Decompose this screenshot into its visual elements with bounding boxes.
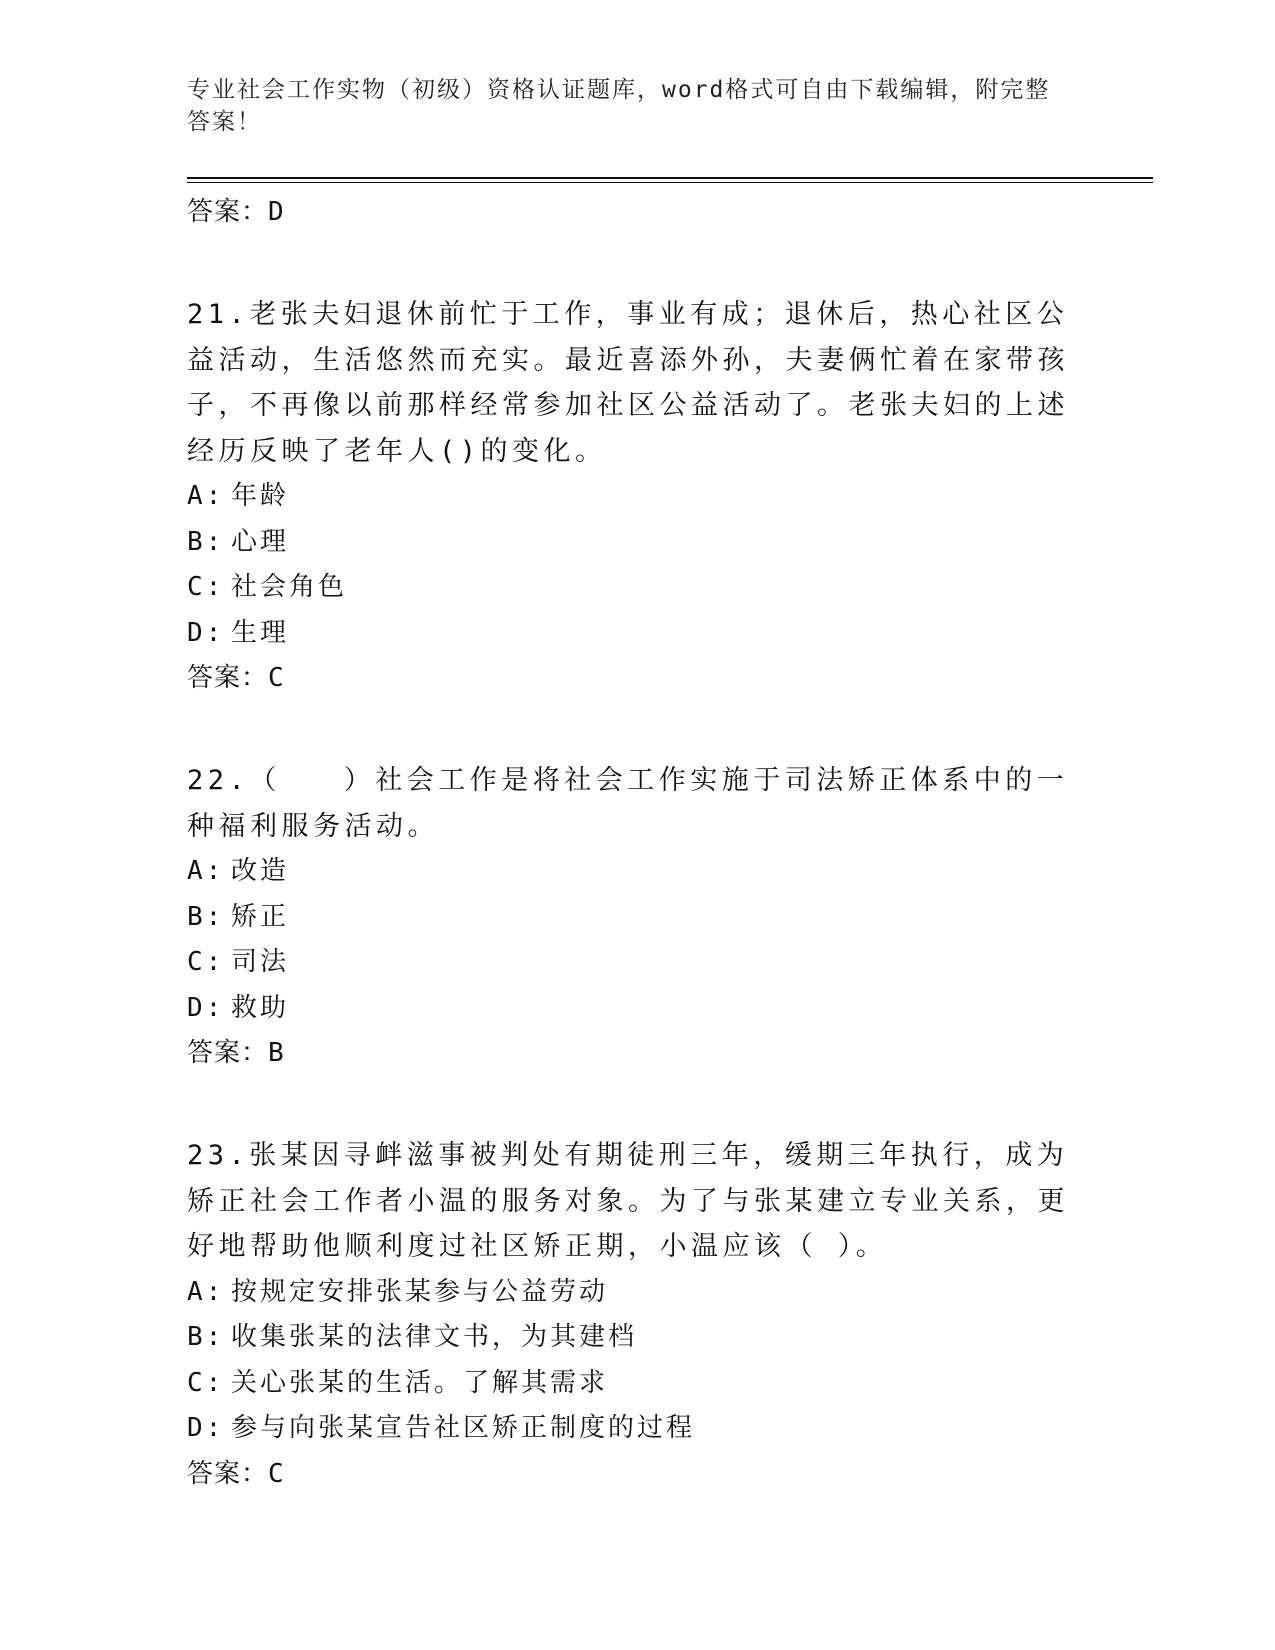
option-text: 司法 <box>231 947 290 977</box>
option-letter: C: <box>187 572 225 602</box>
option-letter: B: <box>187 1322 225 1352</box>
option-letter: B: <box>187 901 225 932</box>
option-c <box>187 565 1077 611</box>
option-letter: B: <box>187 526 225 557</box>
option-letter: C: <box>187 947 225 977</box>
option-letter: C: <box>187 1367 225 1398</box>
option-c <box>187 1361 1077 1407</box>
option-letter: A: <box>187 1276 225 1307</box>
option-text: 救助 <box>231 992 290 1023</box>
option-letter: D: <box>187 992 225 1023</box>
page-header-title: 专业社会工作实物（初级）资格认证题库，word格式可自由下载编辑，附完整答案！ <box>187 77 1051 135</box>
option-letter: A: <box>187 481 225 511</box>
option-text: 关心张某的生活。了解其需求 <box>231 1367 609 1398</box>
option-letter: D: <box>187 1413 225 1443</box>
option-text: 生理 <box>231 617 290 648</box>
option-text: 改造 <box>231 856 290 886</box>
question-stem: 23.张某因寻衅滋事被判处有期徒刑三年，缓期三年执行，成为矫正社会工作者小温的服务对象。为了与张某建立专业关系，更好地帮助他顺利度过社区矫正期，小温应该（ ）。 <box>187 1140 1069 1262</box>
question-23 <box>187 1133 1077 1494</box>
option-text: 心理 <box>231 526 290 557</box>
option-text: 收集张某的法律文书，为其建档 <box>231 1322 638 1352</box>
header-divider <box>187 177 1153 179</box>
option-d <box>187 986 1077 1032</box>
answer-line: 答案：C <box>187 1458 285 1489</box>
option-letter: D: <box>187 617 225 648</box>
option-b <box>187 895 1077 941</box>
question-stem: 21.老张夫妇退休前忙于工作，事业有成；退休后，热心社区公益活动，生活悠然而充实。最近喜添外孙，夫妻俩忙着在家带孩子，不再像以前那样经常参加社区公益活动了。老张夫妇的上述经历反映了老年人()的变化。 <box>187 299 1069 467</box>
option-text: 参与向张某宣告社区矫正制度的过程 <box>231 1413 696 1443</box>
option-a <box>187 849 1077 895</box>
option-a <box>187 474 1077 520</box>
question-22 <box>187 758 1077 1073</box>
option-letter: A: <box>187 856 225 886</box>
header-divider-thin <box>187 182 1153 183</box>
question-list <box>187 192 1077 1494</box>
option-d <box>187 611 1077 657</box>
question-21 <box>187 292 1077 698</box>
option-text: 年龄 <box>231 481 290 511</box>
previous-answer: 答案：D <box>187 197 285 227</box>
question-stem: 22.（ ）社会工作是将社会工作实施于司法矫正体系中的一种福利服务活动。 <box>187 765 1069 842</box>
option-text: 按规定安排张某参与公益劳动 <box>231 1276 609 1307</box>
option-a <box>187 1270 1077 1316</box>
option-c <box>187 940 1077 986</box>
option-b <box>187 520 1077 566</box>
option-d <box>187 1406 1077 1452</box>
option-b <box>187 1315 1077 1361</box>
option-text: 矫正 <box>231 901 290 932</box>
answer-line: 答案：C <box>187 663 285 693</box>
answer-line: 答案：B <box>187 1038 285 1068</box>
option-text: 社会角色 <box>231 572 348 602</box>
